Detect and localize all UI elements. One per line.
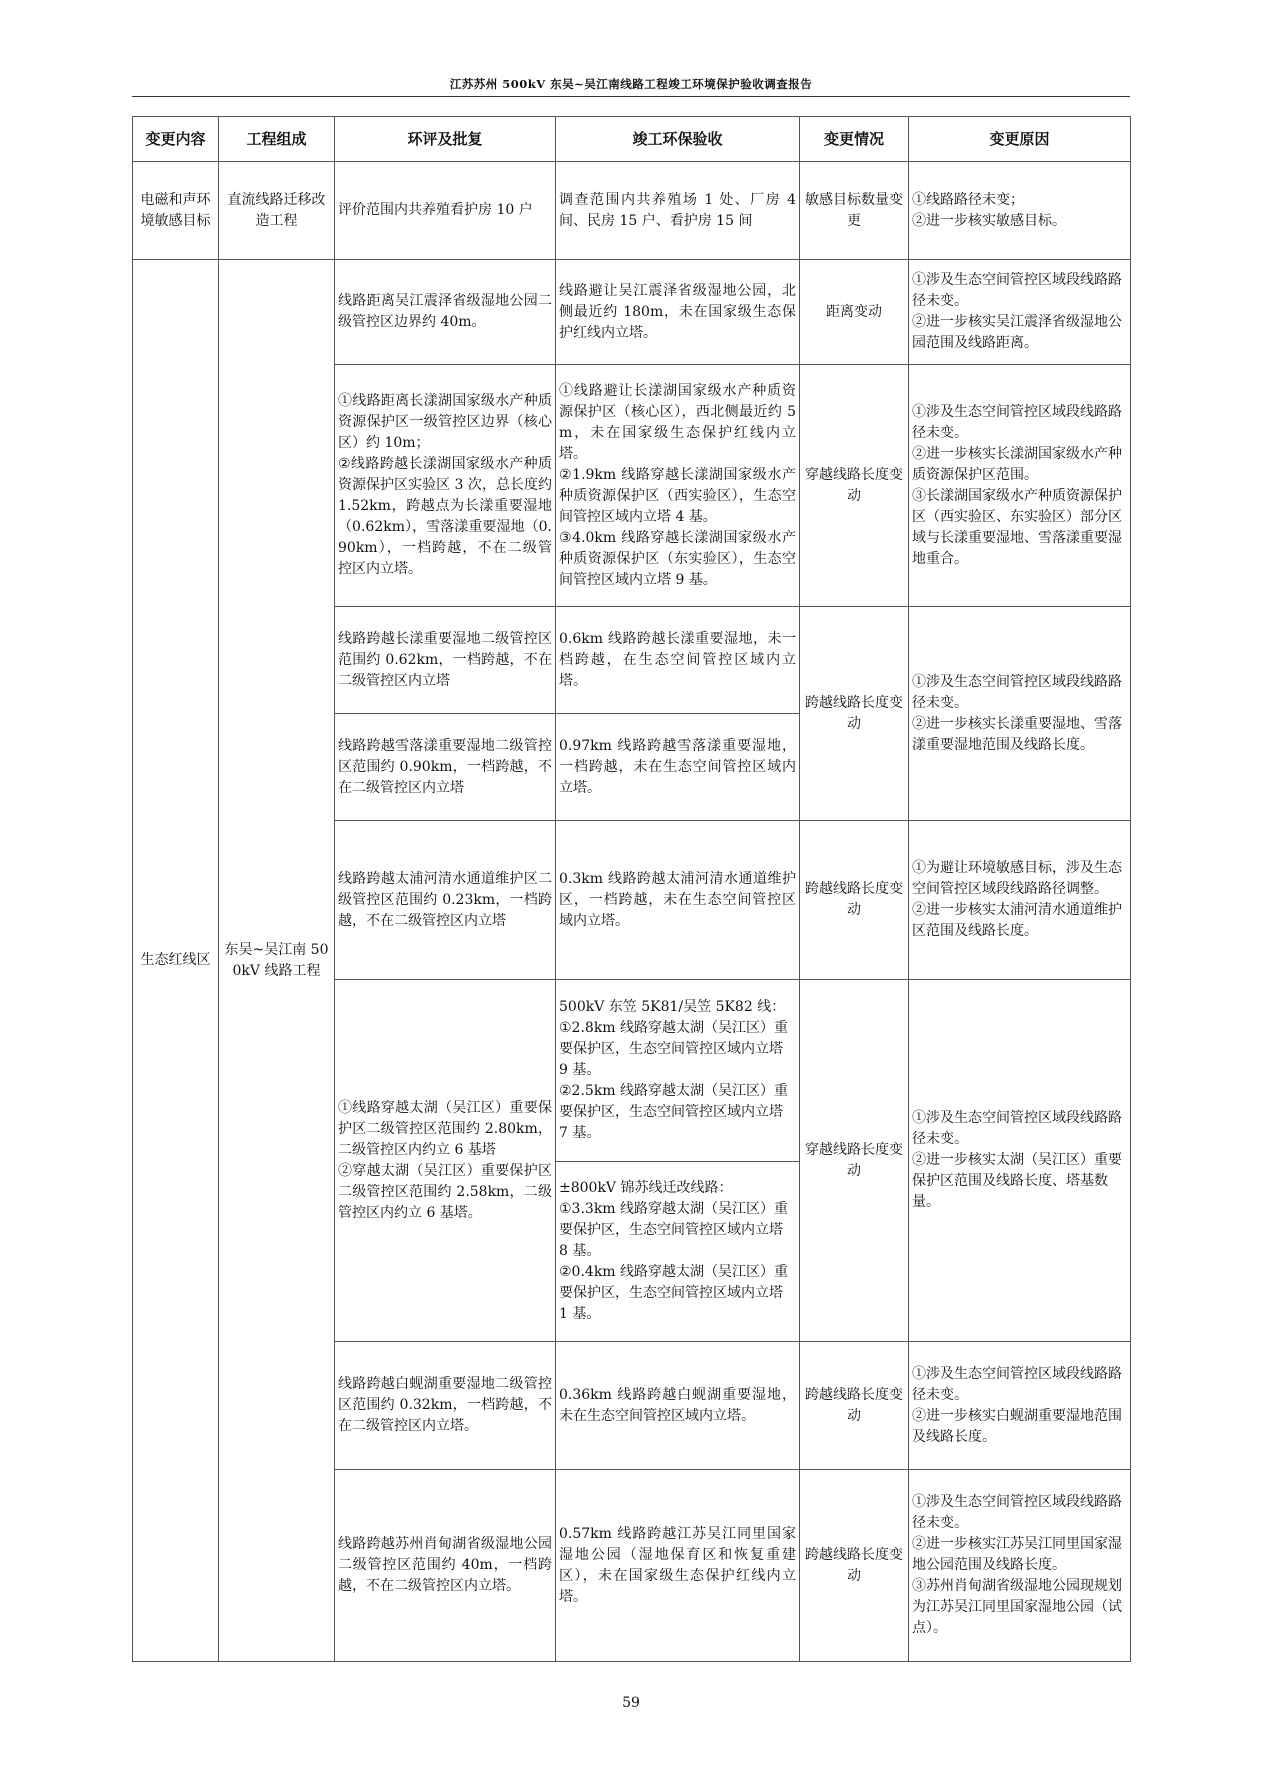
header-divider [132,96,1130,97]
cell-eia: 线路距离吴江震泽省级湿地公园二级管控区边界约 40m。 [335,260,556,365]
cell-change-content: 电磁和声环境敏感目标 [133,162,219,260]
cell-eia: 线路跨越雪落漾重要湿地二级管控区范围约 0.90km，一档跨越，不在二级管控区内立塔 [335,714,556,821]
column-header: 变更原因 [909,117,1131,162]
cell-acceptance: 0.57km 线路跨越江苏吴江同里国家湿地公园（湿地保育区和恢复重建区），未在国家级生态保护红线内立塔。 [556,1470,800,1662]
cell-component: 直流线路迁移改造工程 [219,162,335,260]
column-header: 变更内容 [133,117,219,162]
cell-change: 跨越线路长度变动 [800,1342,909,1470]
cell-change: 穿越线路长度变动 [800,365,909,607]
cell-change: 穿越线路长度变动 [800,980,909,1342]
report-title: 江苏苏州 500kV 东吴~吴江南线路工程竣工环境保护验收调查报告 [449,77,813,91]
cell-eia: 线路跨越太浦河清水通道维护区二级管控区范围约 0.23km，一档跨越，不在二级管控区内立塔 [335,821,556,980]
column-header: 工程组成 [219,117,335,162]
column-header: 环评及批复 [335,117,556,162]
cell-acceptance: ①线路避让长漾湖国家级水产种质资源保护区（核心区），西北侧最近约 5m，未在国家级生态保护红线内立塔。 ②1.9km 线路穿越长漾湖国家级水产种质资源保护区（西实验区），生态空间管控区域内立塔 4 基。 ③4.0km 线路穿越长漾湖国家级水产种质资源保护区（东实验区），生态空间管控区域内立塔 9 基。 [556,365,800,607]
cell-eia: ①线路穿越太湖（吴江区）重要保护区二级管控区范围约 2.80km，二级管控区内约立 6 基塔 ②穿越太湖（吴江区）重要保护区二级管控区范围约 2.58km，二级管控区内约立 6 基塔。 [335,980,556,1342]
column-header: 变更情况 [800,117,909,162]
table-header-row [133,117,1131,162]
cell-reason: ①涉及生态空间管控区域段线路路径未变。 ②进一步核实白蚬湖重要湿地范围及线路长度。 [909,1342,1131,1470]
cell-eia: 线路跨越白蚬湖重要湿地二级管控区范围约 0.32km，一档跨越，不在二级管控区内立塔。 [335,1342,556,1470]
cell-change: 跨越线路长度变动 [800,821,909,980]
cell-change: 敏感目标数量变更 [800,162,909,260]
cell-change-content: 生态红线区 [133,260,219,1662]
cell-acceptance: 0.36km 线路跨越白蚬湖重要湿地，未在生态空间管控区域内立塔。 [556,1342,800,1470]
cell-eia: 线路跨越苏州肖甸湖省级湿地公园二级管控区范围约 40m，一档跨越，不在二级管控区内立塔。 [335,1470,556,1662]
cell-acceptance: 0.6km 线路跨越长漾重要湿地，未一档跨越，在生态空间管控区域内立塔。 [556,607,800,714]
cell-component: 东吴~吴江南 500kV 线路工程 [219,260,335,1662]
cell-acceptance: 0.3km 线路跨越太浦河清水通道维护区，一档跨越，未在生态空间管控区域内立塔。 [556,821,800,980]
cell-acceptance: 0.97km 线路跨越雪落漾重要湿地，一档跨越，未在生态空间管控区域内立塔。 [556,714,800,821]
cell-acceptance: 500kV 东笠 5K81/吴笠 5K82 线： ①2.8km 线路穿越太湖（吴江区）重要保护区，生态空间管控区域内立塔 9 基。 ②2.5km 线路穿越太湖（吴江区）重要保护区，生态空间管控区域内立塔 7 基。 [556,980,800,1162]
cell-change: 距离变动 [800,260,909,365]
cell-reason: ①涉及生态空间管控区域段线路路径未变。 ②进一步核实吴江震泽省级湿地公园范围及线路距离。 [909,260,1131,365]
table-row [133,260,1131,365]
cell-acceptance: 线路避让吴江震泽省级湿地公园，北侧最近约 180m，未在国家级生态保护红线内立塔。 [556,260,800,365]
cell-eia: 评价范围内共养殖看护房 10 户 [335,162,556,260]
cell-change: 跨越线路长度变动 [800,1470,909,1662]
cell-eia: 线路跨越长漾重要湿地二级管控区范围约 0.62km，一档跨越，不在二级管控区内立塔 [335,607,556,714]
cell-change: 跨越线路长度变动 [800,607,909,821]
cell-acceptance: ±800kV 锦苏线迁改线路： ①3.3km 线路穿越太湖（吴江区）重要保护区，生态空间管控区域内立塔 8 基。 ②0.4km 线路穿越太湖（吴江区）重要保护区，生态空间管控区域内立塔 1 基。 [556,1162,800,1342]
cell-acceptance: 调查范围内共养殖场 1 处、厂房 4 间、民房 15 户、看护房 15 间 [556,162,800,260]
cell-reason: ①涉及生态空间管控区域段线路路径未变。 ②进一步核实太湖（吴江区）重要保护区范围及线路长度、塔基数量。 [909,980,1131,1342]
cell-eia: ①线路距离长漾湖国家级水产种质资源保护区一级管控区边界（核心区）约 10m； ②线路跨越长漾湖国家级水产种质资源保护区实验区 3 次，总长度约 1.52km，跨越点为长漾重要湿地（0.62km），雪落漾重要湿地（0.90km），一档跨越，不在二级管控区内立塔。 [335,365,556,607]
table-row [133,162,1131,260]
cell-reason: ①涉及生态空间管控区域段线路路径未变。 ②进一步核实江苏吴江同里国家湿地公园范围及线路长度。 ③苏州肖甸湖省级湿地公园现规划为江苏吴江同里国家湿地公园（试点）。 [909,1470,1131,1662]
cell-reason: ①涉及生态空间管控区域段线路路径未变。 ②进一步核实长漾湖国家级水产种质资源保护区范围。 ③长漾湖国家级水产种质资源保护区（西实验区、东实验区）部分区域与长漾重要湿地、雪落漾重要湿地重合。 [909,365,1131,607]
cell-reason: ①线路路径未变； ②进一步核实敏感目标。 [909,162,1131,260]
column-header: 竣工环保验收 [556,117,800,162]
cell-reason: ①涉及生态空间管控区域段线路路径未变。 ②进一步核实长漾重要湿地、雪落漾重要湿地范围及线路长度。 [909,607,1131,821]
page-number: 59 [622,1695,640,1711]
cell-reason: ①为避让环境敏感目标，涉及生态空间管控区域段线路路径调整。 ②进一步核实太浦河清水通道维护区范围及线路长度。 [909,821,1131,980]
change-table [132,116,1131,1662]
